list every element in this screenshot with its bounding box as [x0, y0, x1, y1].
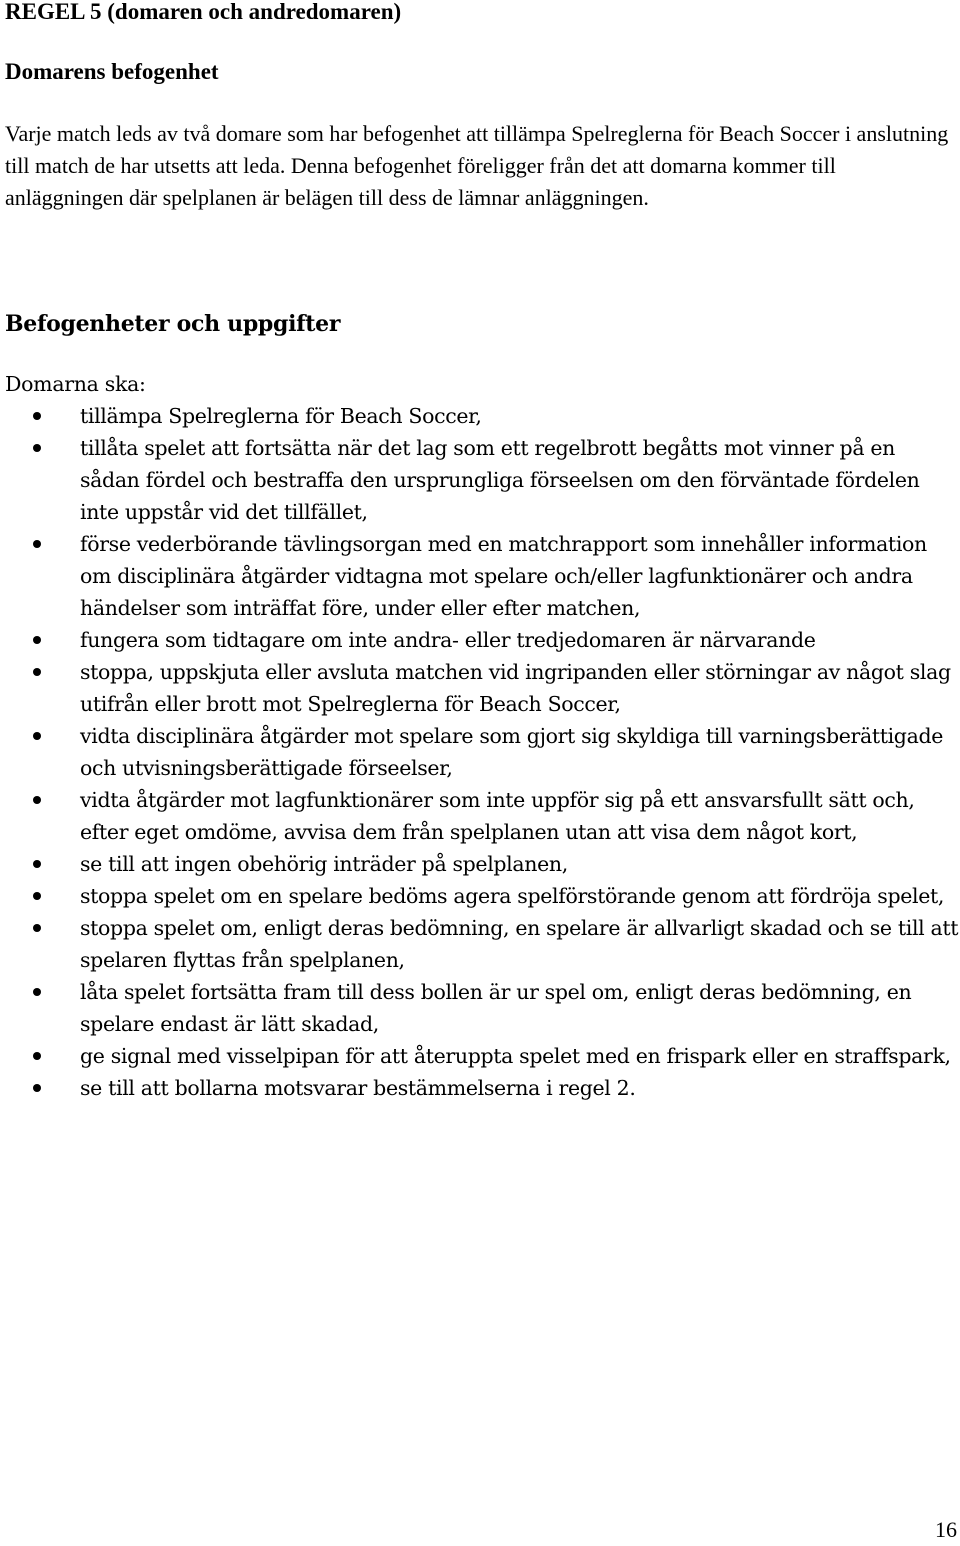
bullet-icon [33, 668, 41, 676]
bullet-icon [33, 412, 41, 420]
list-item [5, 432, 960, 528]
list-item-text: stoppa, uppskjuta eller avsluta matchen vid ingripanden eller störningar av något slag utifrån eller brott mot Spelreglerna för Beach Soccer, [80, 660, 951, 716]
list-item [5, 528, 960, 624]
list-item [5, 1072, 960, 1104]
bullet-icon [33, 444, 41, 452]
bullet-icon [33, 860, 41, 868]
list-item-text: stoppa spelet om en spelare bedöms agera spelförstörande genom att fördröja spelet, [80, 884, 945, 908]
list-item [5, 1040, 960, 1072]
bullet-icon [33, 732, 41, 740]
bullet-icon [33, 1052, 41, 1060]
list-item [5, 624, 960, 656]
bullet-icon [33, 988, 41, 996]
rule-title: REGEL 5 (domaren och andredomaren) [5, 0, 402, 24]
list-item-text: stoppa spelet om, enligt deras bedömning, en spelare är allvarligt skadad och se till att spelaren flyttas från spelplanen, [80, 916, 959, 972]
section-subtitle: Domarens befogenhet [5, 59, 219, 84]
page-number: 16 [935, 1517, 957, 1542]
list-item [5, 720, 960, 784]
list-item-text: vidta åtgärder mot lagfunktionärer som inte uppför sig på ett ansvarsfullt sätt och, efter eget omdöme, avvisa dem från spelplanen utan att visa dem något kort, [80, 788, 915, 844]
list-item [5, 912, 960, 976]
bullet-icon [33, 1084, 41, 1092]
bullet-icon [33, 924, 41, 932]
list-item-text: tillämpa Spelreglerna för Beach Soccer, [80, 404, 482, 428]
list-item [5, 848, 960, 880]
duties-heading: Befogenheter och uppgifter [5, 311, 341, 337]
intro-paragraph: Varje match leds av två domare som har befogenhet att tillämpa Spelreglerna för Beach Soccer i anslutning till match de har utsetts att leda. Denna befogenhet föreligger från det att domarna kommer till anläggningen där spelplanen är belägen till dess de lämnar anläggningen. [5, 121, 949, 210]
bullet-icon [33, 796, 41, 804]
list-lead: Domarna ska: [5, 372, 146, 396]
list-item [5, 400, 960, 432]
list-item-text: förse vederbörande tävlingsorgan med en matchrapport som innehåller information om disciplinära åtgärder vidtagna mot spelare och/eller lagfunktionärer och andra händelser som inträffat före, under eller efter matchen, [80, 532, 927, 620]
bullet-icon [33, 892, 41, 900]
list-item [5, 976, 960, 1040]
list-item [5, 784, 960, 848]
list-item [5, 880, 960, 912]
bullet-icon [33, 636, 41, 644]
list-item-text: vidta disciplinära åtgärder mot spelare som gjort sig skyldiga till varningsberättigade och utvisningsberättigade förseelser, [80, 724, 944, 780]
list-item-text: låta spelet fortsätta fram till dess bollen är ur spel om, enligt deras bedömning, en spelare endast är lätt skadad, [80, 980, 912, 1036]
list-item-text: se till att bollarna motsvarar bestämmelserna i regel 2. [80, 1076, 636, 1100]
list-item-text: se till att ingen obehörig inträder på spelplanen, [80, 852, 568, 876]
list-item [5, 656, 960, 720]
bullet-icon [33, 540, 41, 548]
list-item-text: fungera som tidtagare om inte andra- eller tredjedomaren är närvarande [80, 628, 816, 652]
list-item-text: tillåta spelet att fortsätta när det lag som ett regelbrott begåtts mot vinner på en sådan fördel och bestraffa den ursprungliga förseelsen om den förväntade fördelen inte uppstår vid det tillfället, [80, 436, 920, 524]
duties-list [5, 400, 960, 1104]
list-item-text: ge signal med visselpipan för att återuppta spelet med en frispark eller en straffspark, [80, 1044, 951, 1068]
